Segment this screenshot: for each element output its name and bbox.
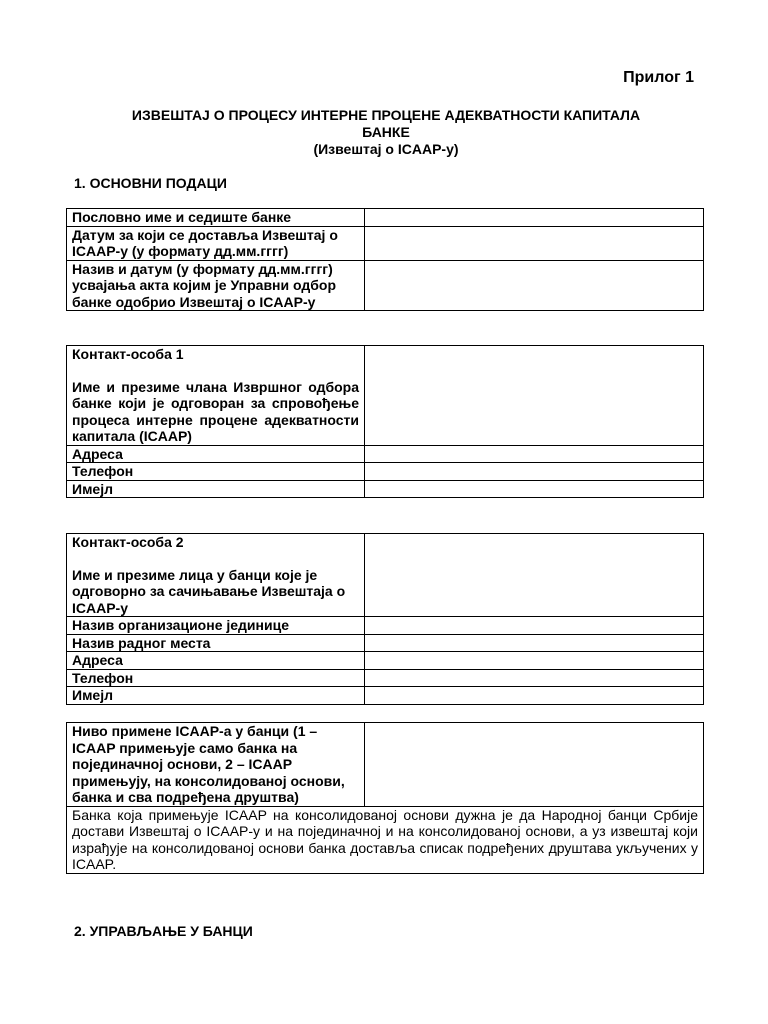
table-row bbox=[67, 687, 704, 705]
bank-name-label: Пословно име и седиште банке bbox=[67, 209, 365, 227]
table-row bbox=[67, 463, 704, 481]
contact-1-address-field[interactable] bbox=[365, 445, 704, 463]
table-row bbox=[67, 617, 704, 635]
table-row bbox=[67, 209, 704, 227]
table-row bbox=[67, 346, 704, 446]
annex-label: Прилог 1 bbox=[623, 69, 694, 86]
title-line-3: (Извештај о ICAAP-у) bbox=[313, 141, 459, 157]
title-line-2: БАНКЕ bbox=[362, 124, 410, 140]
contact-2-phone-label: Телефон bbox=[67, 669, 365, 687]
contact-2-header-cell bbox=[67, 534, 365, 617]
basic-data-table bbox=[66, 208, 704, 311]
section-2-heading: 2. УПРАВЉАЊЕ У БАНЦИ bbox=[74, 923, 253, 939]
contact-1-header-cell bbox=[67, 346, 365, 446]
report-date-field[interactable] bbox=[365, 226, 704, 260]
contact-1-phone-label: Телефон bbox=[67, 463, 365, 481]
contact-2-name-field[interactable] bbox=[365, 534, 704, 617]
contact-2-email-label: Имејл bbox=[67, 687, 365, 705]
contact-2-unit-field[interactable] bbox=[365, 617, 704, 635]
icaap-level-field[interactable] bbox=[365, 723, 704, 807]
icaap-level-table bbox=[66, 722, 704, 874]
contact-2-unit-label: Назив организационе јединице bbox=[67, 617, 365, 635]
contact-2-position-label: Назив радног места bbox=[67, 634, 365, 652]
report-date-label: Датум за који се доставља Извештај о ICAAP-у (у формату дд.мм.гггг) bbox=[67, 226, 365, 260]
icaap-level-note: Банка која примењује ICAAP на консолидованој основи дужна је да Народној банци Србије достави Извештај о ICAAP-у и на појединачној и на консолидованој основи, а уз извештај који израђује на консолидованој основи банка доставља списак подређених друштава укључених у ICAAP. bbox=[67, 806, 704, 873]
contact-2-address-label: Адреса bbox=[67, 652, 365, 670]
table-row bbox=[67, 806, 704, 873]
contact-1-description: Име и презиме члана Извршног одбора банке који је одговоран за спровођење процеса интерне процене адекватности капитала (ICAAP) bbox=[72, 378, 359, 444]
title-line-1: ИЗВЕШТАЈ О ПРОЦЕСУ ИНТЕРНЕ ПРОЦЕНЕ АДЕКВАТНОСТИ КАПИТАЛА bbox=[131, 107, 641, 123]
table-row bbox=[67, 260, 704, 311]
document-title bbox=[66, 107, 706, 158]
icaap-level-label: Ниво примене ICAAP-а у банци (1 – ICAAP примењује само банка на појединачној основи, 2 – ICAAP примењују, на консолидованој основи, банка и сва подређена друштва) bbox=[67, 723, 365, 807]
table-row bbox=[67, 634, 704, 652]
contact-1-title: Контакт-особа 1 bbox=[72, 346, 184, 362]
table-row bbox=[67, 445, 704, 463]
contact-2-address-field[interactable] bbox=[365, 652, 704, 670]
contact-1-email-label: Имејл bbox=[67, 480, 365, 498]
table-row bbox=[67, 723, 704, 807]
contact-1-phone-field[interactable] bbox=[365, 463, 704, 481]
contact-2-title: Контакт-особа 2 bbox=[72, 534, 184, 550]
contact-1-address-label: Адреса bbox=[67, 445, 365, 463]
table-row bbox=[67, 652, 704, 670]
table-row bbox=[67, 669, 704, 687]
table-row bbox=[67, 226, 704, 260]
bank-name-field[interactable] bbox=[365, 209, 704, 227]
contact-1-email-field[interactable] bbox=[365, 480, 704, 498]
contact-2-phone-field[interactable] bbox=[365, 669, 704, 687]
approval-act-field[interactable] bbox=[365, 260, 704, 311]
section-1-heading: 1. ОСНОВНИ ПОДАЦИ bbox=[74, 175, 227, 191]
contact-2-description: Име и презиме лица у банци које је одговорно за сачињавање Извештаја о ICAAP-у bbox=[72, 566, 346, 616]
table-row bbox=[67, 480, 704, 498]
contact-2-email-field[interactable] bbox=[365, 687, 704, 705]
contact-2-table bbox=[66, 533, 704, 705]
table-row bbox=[67, 534, 704, 617]
contact-2-position-field[interactable] bbox=[365, 634, 704, 652]
contact-1-table bbox=[66, 345, 704, 498]
approval-act-label: Назив и датум (у формату дд.мм.гггг) усвајања акта којим је Управни одбор банке одобрио Извештај о ICAAP-у bbox=[67, 260, 365, 311]
contact-1-name-field[interactable] bbox=[365, 346, 704, 446]
